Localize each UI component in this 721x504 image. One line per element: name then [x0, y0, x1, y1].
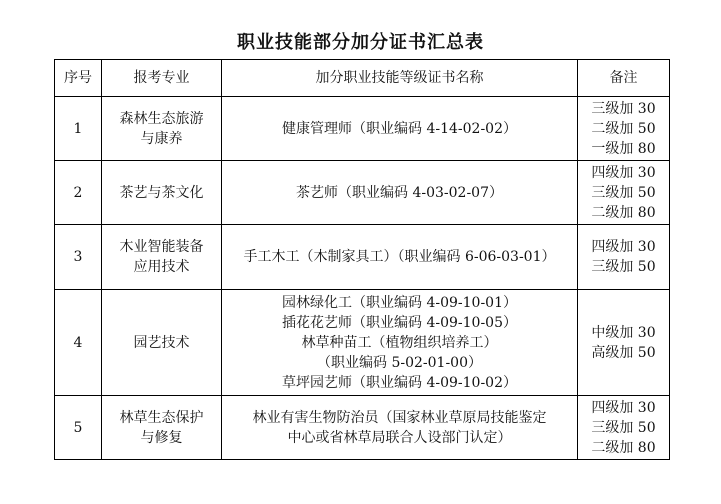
certificate-line: 中心或省林草局联合人设部门认定） — [287, 429, 512, 446]
certificate-line: 茶艺师（职业编码 4-03-02-07） — [296, 184, 503, 201]
certificate-line: 插花花艺师（职业编码 4-09-10-05） — [282, 314, 517, 331]
serial-number-cell: 1 — [55, 97, 102, 161]
remark-line: 二级加 80 — [591, 439, 656, 456]
remark-line: 三级加 50 — [591, 419, 656, 436]
certificate-cell — [222, 161, 578, 225]
major-line: 林草生态保护 — [119, 409, 204, 426]
header-certificate-name: 加分职业技能等级证书名称 — [222, 60, 578, 97]
remark-line: 三级加 50 — [591, 184, 656, 201]
certificate-line: 草坪园艺师（职业编码 4-09-10-02） — [282, 374, 517, 391]
major-cell — [102, 97, 222, 161]
remark-line: 一级加 80 — [591, 140, 656, 157]
major-line: 与康养 — [140, 130, 183, 147]
major-line: 园艺技术 — [133, 334, 190, 351]
serial-number-cell: 3 — [55, 225, 102, 290]
certificate-cell — [222, 225, 578, 290]
remark-line: 中级加 30 — [591, 324, 656, 341]
remarks-cell — [578, 290, 670, 396]
certificate-line: （职业编码 5-02-01-00） — [317, 354, 482, 371]
header-major: 报考专业 — [102, 60, 222, 97]
major-line: 森林生态旅游 — [119, 110, 204, 127]
certificate-line: 林草种苗工（植物组织培养工） — [301, 334, 498, 351]
serial-number-cell: 5 — [55, 396, 102, 460]
remark-line: 四级加 30 — [591, 239, 656, 255]
table-row — [55, 290, 670, 396]
certificate-cell — [222, 290, 578, 396]
certificate-cell — [222, 97, 578, 161]
header-serial-number: 序号 — [55, 60, 102, 97]
header-remarks: 备注 — [578, 60, 670, 97]
table-row — [55, 225, 670, 290]
remark-line: 高级加 50 — [591, 344, 656, 361]
remark-line: 二级加 50 — [591, 120, 656, 137]
table-header-row — [55, 60, 670, 97]
major-line: 木业智能装备 — [119, 239, 204, 255]
certificate-summary-table — [54, 59, 670, 460]
certificate-line: 手工木工（木制家具工）（职业编码 6-06-03-01） — [243, 249, 556, 265]
table-row — [55, 161, 670, 225]
remarks-cell — [578, 161, 670, 225]
remark-line: 三级加 30 — [591, 100, 656, 117]
major-cell — [102, 161, 222, 225]
remark-line: 四级加 30 — [591, 164, 656, 181]
major-cell — [102, 225, 222, 290]
certificate-cell — [222, 396, 578, 460]
major-line: 茶艺与茶文化 — [119, 184, 204, 201]
major-line: 与修复 — [140, 429, 183, 446]
certificate-line: 园林绿化工（职业编码 4-09-10-01） — [282, 294, 517, 311]
remark-line: 四级加 30 — [591, 399, 656, 416]
certificate-line: 林业有害生物防治员（国家林业草原局技能鉴定 — [252, 409, 547, 426]
major-line: 应用技术 — [133, 259, 190, 275]
document-title: 职业技能部分加分证书汇总表 — [237, 32, 484, 53]
serial-number-cell: 2 — [55, 161, 102, 225]
table-row — [55, 97, 670, 161]
remarks-cell — [578, 396, 670, 460]
remarks-cell — [578, 225, 670, 290]
serial-number-cell: 4 — [55, 290, 102, 396]
remark-line: 二级加 80 — [591, 204, 656, 221]
remark-line: 三级加 50 — [591, 259, 656, 275]
table-row — [55, 396, 670, 460]
major-cell — [102, 396, 222, 460]
remarks-cell — [578, 97, 670, 161]
major-cell — [102, 290, 222, 396]
certificate-line: 健康管理师（职业编码 4-14-02-02） — [282, 120, 517, 137]
